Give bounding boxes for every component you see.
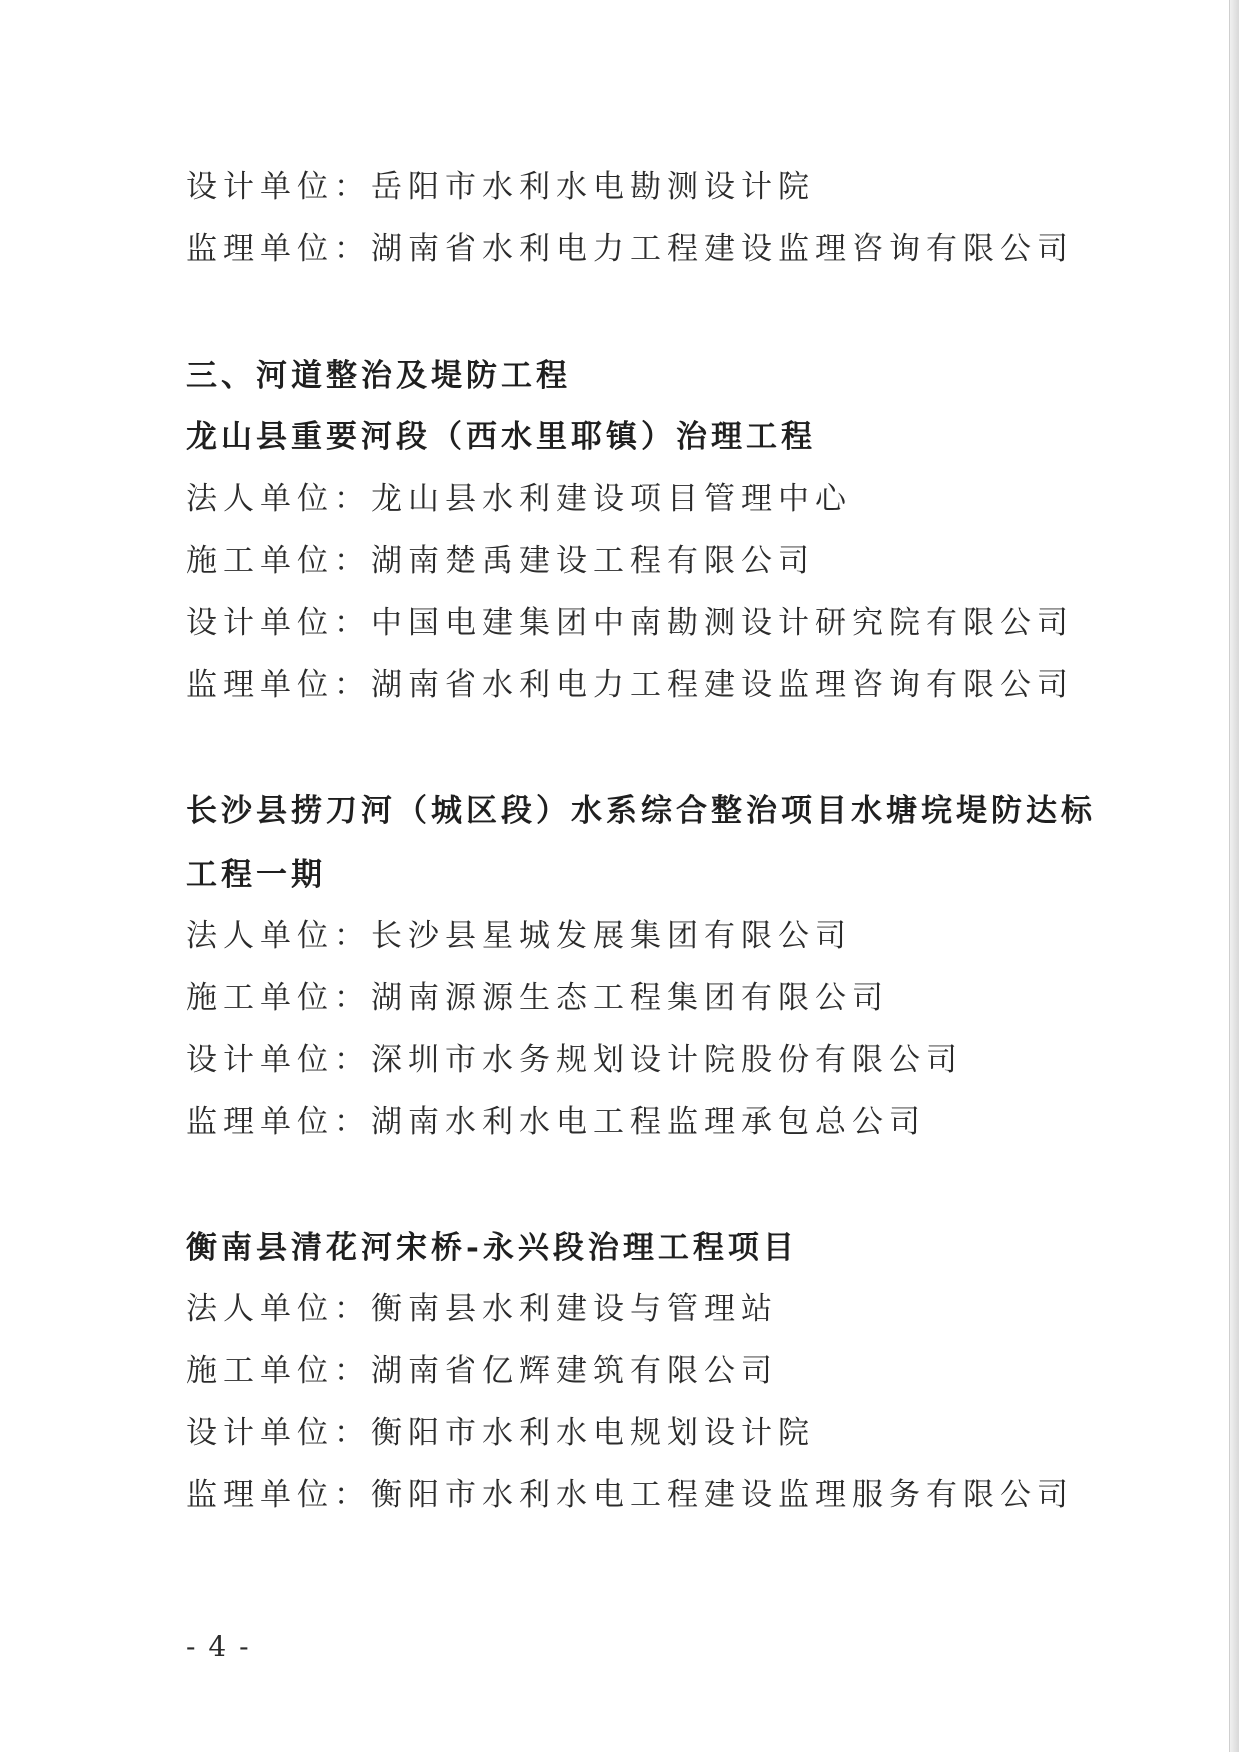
page-number: - 4 - xyxy=(186,1630,251,1663)
legal-unit-line: 法人单位：长沙县星城发展集团有限公司 xyxy=(186,918,852,954)
design-unit-line: 设计单位：衡阳市水利水电规划设计院 xyxy=(186,1415,815,1451)
design-unit-line: 设计单位：岳阳市水利水电勘测设计院 xyxy=(186,169,815,205)
project-title: 衡南县清花河宋桥-永兴段治理工程项目 xyxy=(186,1230,798,1266)
construction-unit-line: 施工单位：湖南源源生态工程集团有限公司 xyxy=(186,980,889,1016)
construction-unit-line: 施工单位：湖南楚禹建设工程有限公司 xyxy=(186,543,815,579)
supervision-unit-line: 监理单位：湖南省水利电力工程建设监理咨询有限公司 xyxy=(186,667,1074,703)
construction-unit-line: 施工单位：湖南省亿辉建筑有限公司 xyxy=(186,1353,778,1389)
legal-unit-line: 法人单位：衡南县水利建设与管理站 xyxy=(186,1291,778,1327)
project-title: 龙山县重要河段（西水里耶镇）治理工程 xyxy=(186,419,816,455)
legal-unit-line: 法人单位：龙山县水利建设项目管理中心 xyxy=(186,481,852,517)
supervision-unit-line: 监理单位：湖南省水利电力工程建设监理咨询有限公司 xyxy=(186,231,1074,267)
design-unit-line: 设计单位：深圳市水务规划设计院股份有限公司 xyxy=(186,1042,963,1078)
project-title: 长沙县捞刀河（城区段）水系综合整治项目水塘垸堤防达标 xyxy=(186,793,1096,829)
supervision-unit-line: 监理单位：衡阳市水利水电工程建设监理服务有限公司 xyxy=(186,1477,1074,1513)
section-heading: 三、河道整治及堤防工程 xyxy=(186,358,571,394)
supervision-unit-line: 监理单位：湖南水利水电工程监理承包总公司 xyxy=(186,1104,926,1140)
project-title-continued: 工程一期 xyxy=(186,857,326,893)
page-edge xyxy=(1229,0,1239,1752)
design-unit-line: 设计单位：中国电建集团中南勘测设计研究院有限公司 xyxy=(186,605,1074,641)
